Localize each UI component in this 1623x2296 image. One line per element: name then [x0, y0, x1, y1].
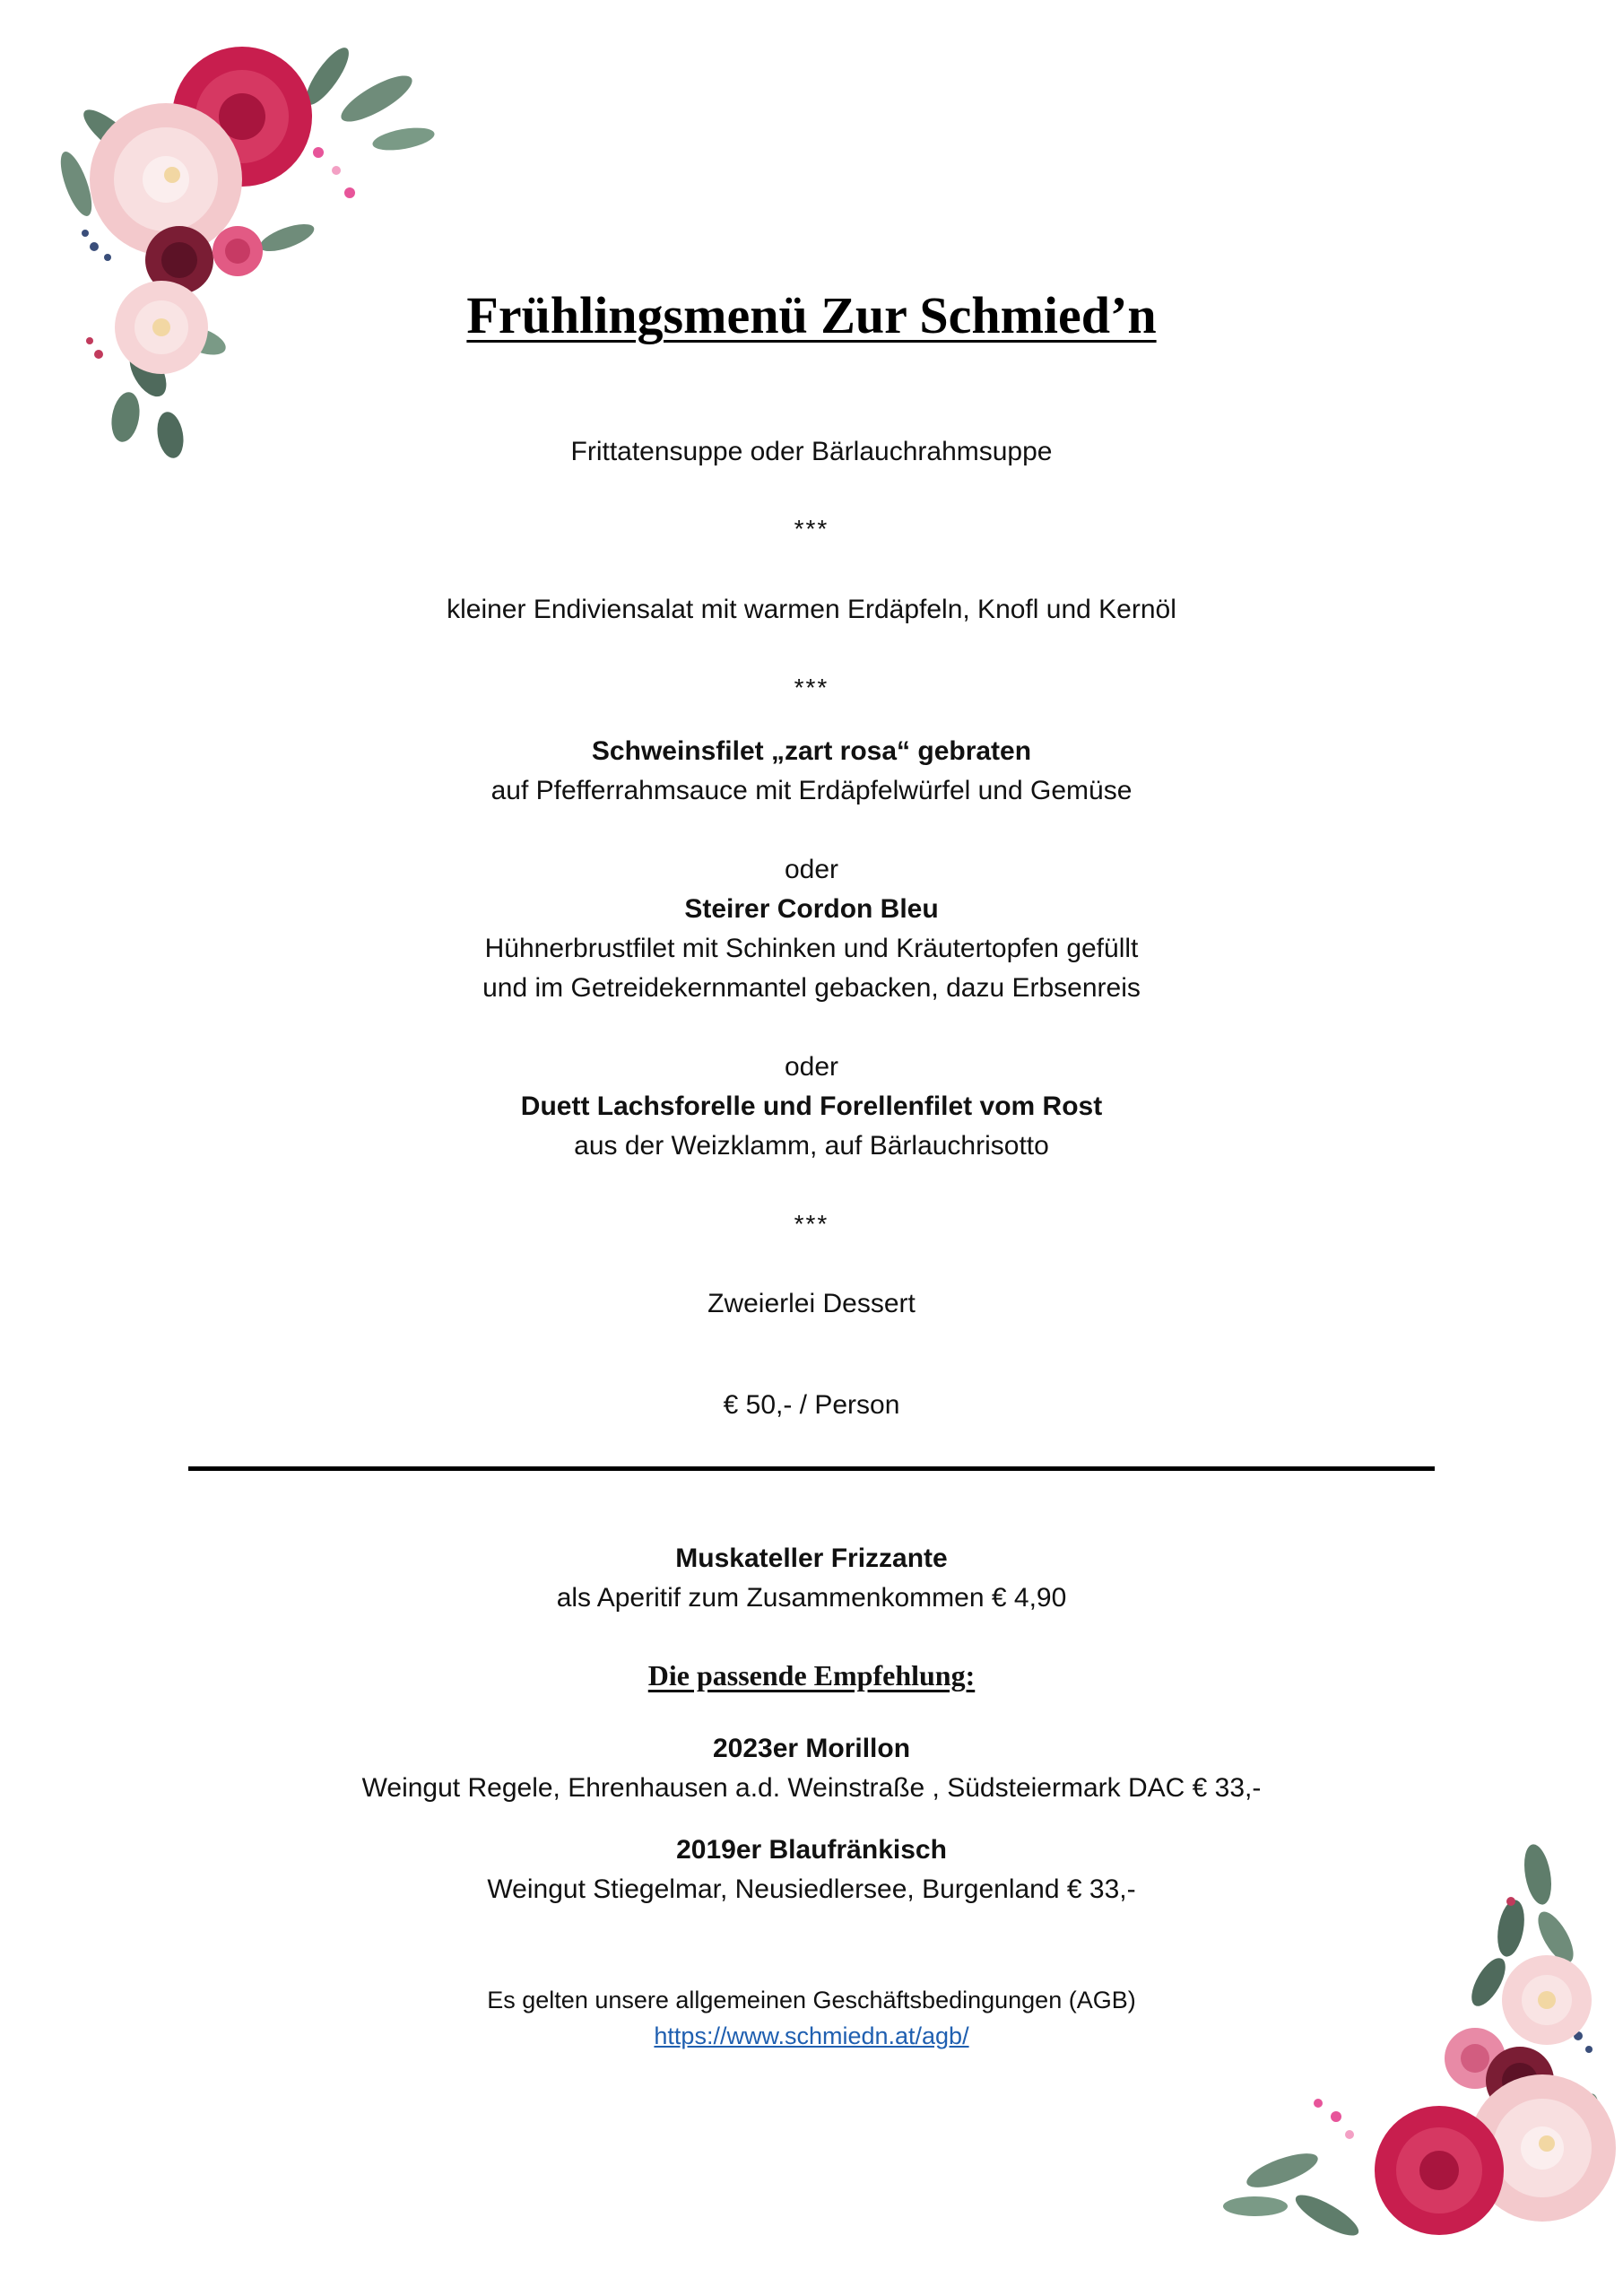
aperitif-name: Muskateller Frizzante [675, 1544, 948, 1573]
main-course-1-desc: auf Pfefferrahmsauce mit Erdäpfelwürfel und Gemüse [490, 776, 1133, 805]
course-separator-2: *** [794, 674, 829, 701]
main-course-3-name: Duett Lachsforelle und Forellenfilet vom Rost [520, 1091, 1103, 1121]
main-course-2-desc-1: Hühnerbrustfilet mit Schinken und Kräutertopfen gefüllt [484, 934, 1139, 963]
menu-title: Frühlingsmenü Zur Schmied’n [466, 286, 1157, 344]
menu-price: € 50,- / Person [723, 1390, 900, 1420]
or-label-1: oder [784, 855, 839, 884]
or-label-2: oder [784, 1052, 839, 1082]
agb-notice: Es gelten unsere allgemeinen Geschäftsbedingungen (AGB) [487, 1987, 1136, 2013]
main-course-2-desc-2: und im Getreidekernmantel gebacken, dazu Erbsenreis [482, 973, 1141, 1003]
main-course-1-name: Schweinsfilet „zart rosa“ gebraten [591, 736, 1032, 766]
course-soup: Frittatensuppe oder Bärlauchrahmsuppe [570, 437, 1053, 466]
main-course-3-desc: aus der Weizklamm, auf Bärlauchrisotto [574, 1131, 1049, 1161]
wine-1-name: 2023er Morillon [712, 1734, 911, 1763]
wine-1-desc: Weingut Regele, Ehrenhausen a.d. Weinstraße , Südsteiermark DAC € 33,- [361, 1773, 1262, 1803]
wine-2-desc: Weingut Stiegelmar, Neusiedlersee, Burgenland € 33,- [487, 1874, 1136, 1904]
section-divider [188, 1466, 1435, 1471]
aperitif-desc: als Aperitif zum Zusammenkommen € 4,90 [556, 1583, 1067, 1613]
course-salad: kleiner Endiviensalat mit warmen Erdäpfeln, Knofl und Kernöl [447, 595, 1176, 624]
course-dessert: Zweierlei Dessert [707, 1289, 916, 1318]
course-separator-3: *** [794, 1210, 829, 1238]
course-separator-1: *** [794, 515, 829, 543]
wine-2-name: 2019er Blaufränkisch [676, 1835, 947, 1865]
recommendation-heading: Die passende Empfehlung: [647, 1659, 976, 1692]
agb-link[interactable]: https://www.schmiedn.at/agb/ [654, 2022, 969, 2049]
main-course-2-name: Steirer Cordon Bleu [684, 894, 939, 924]
